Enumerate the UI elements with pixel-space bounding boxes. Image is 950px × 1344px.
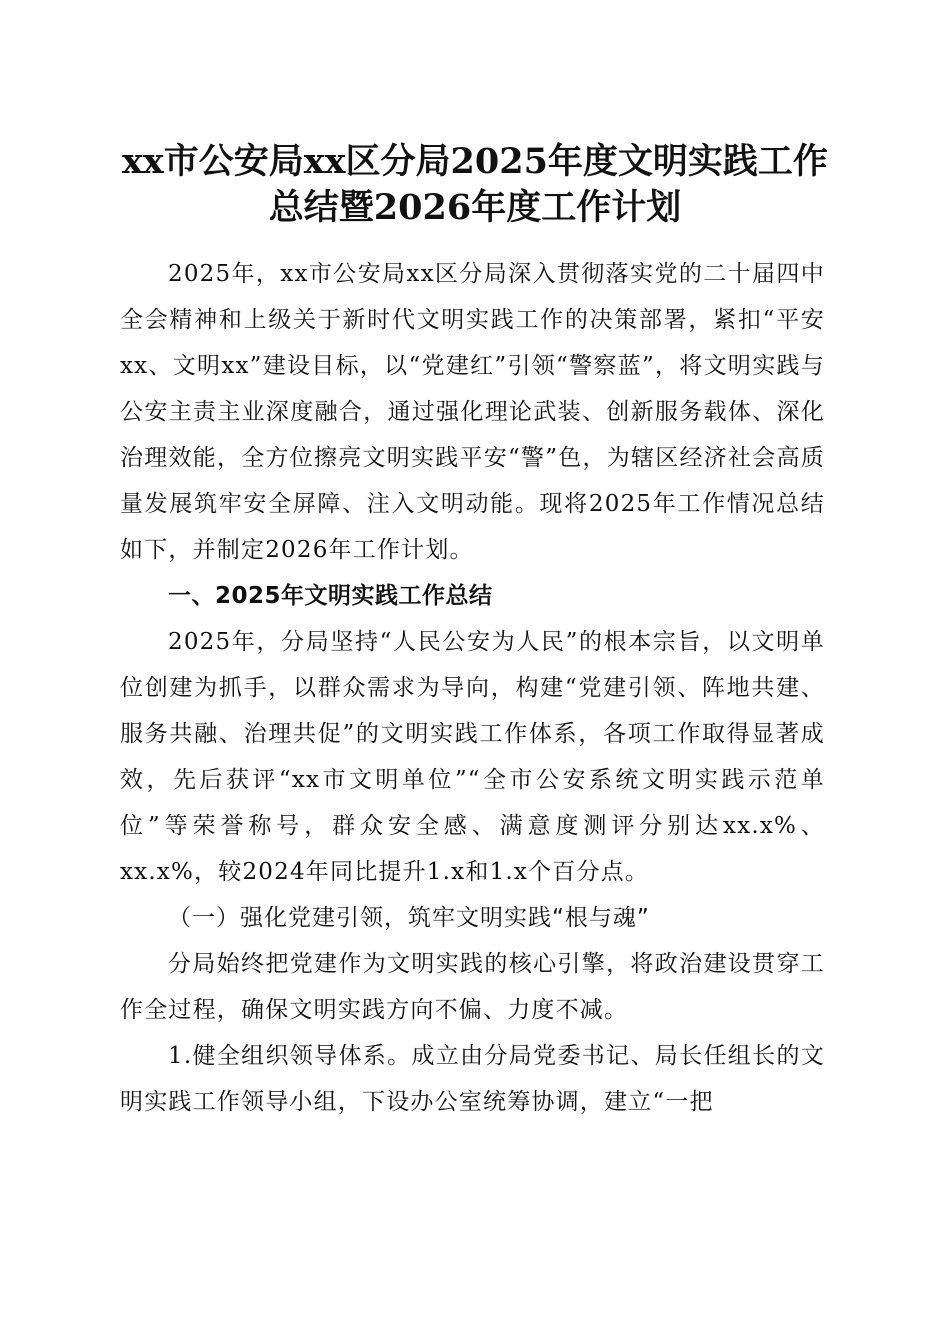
document-body [120, 251, 825, 1125]
summary-paragraph: 2025年，分局坚持“人民公安为人民”的根本宗旨，以文明单位创建为抓手，以群众需求为导向，构建“党建引领、阵地共建、服务共融、治理共促”的文明实践工作体系，各项工作取得显著成效，先后获评“xx市文明单位”“全市公安系统文明实践示范单位”等荣誉称号，群众安全感、满意度测评分别达xx.x%、xx.x%，较2024年同比提升1.x和1.x个百分点。 [120, 629, 825, 885]
section-heading-1: 一、2025年文明实践工作总结 [168, 583, 493, 609]
document-title-line-1: xx市公安局xx区分局2025年度文明实践工作 [122, 141, 828, 182]
document-title-line-2: 总结暨2026年度工作计划 [268, 187, 682, 228]
subsection-heading-1: （一）强化党建引领，筑牢文明实践“根与魂” [168, 905, 650, 931]
subsection-paragraph: 分局始终把党建作为文明实践的核心引擎，将政治建设贯穿工作全过程，确保文明实践方向不偏、力度不减。 [120, 951, 825, 1023]
intro-paragraph: 2025年，xx市公安局xx区分局深入贯彻落实党的二十届四中全会精神和上级关于新时代文明实践工作的决策部署，紧扣“平安xx、文明xx”建设目标，以“党建红”引领“警察蓝”，将文明实践与公安主责主业深度融合，通过强化理论武装、创新服务载体、深化治理效能，全方位擦亮文明实践平安“警”色，为辖区经济社会高质量发展筑牢安全屏障、注入文明动能。现将2025年工作情况总结如下，并制定2026年工作计划。 [120, 261, 825, 563]
item-paragraph-1: 1.健全组织领导体系。成立由分局党委书记、局长任组长的文明实践工作领导小组，下设办公室统筹协调，建立“一把 [120, 1043, 825, 1115]
